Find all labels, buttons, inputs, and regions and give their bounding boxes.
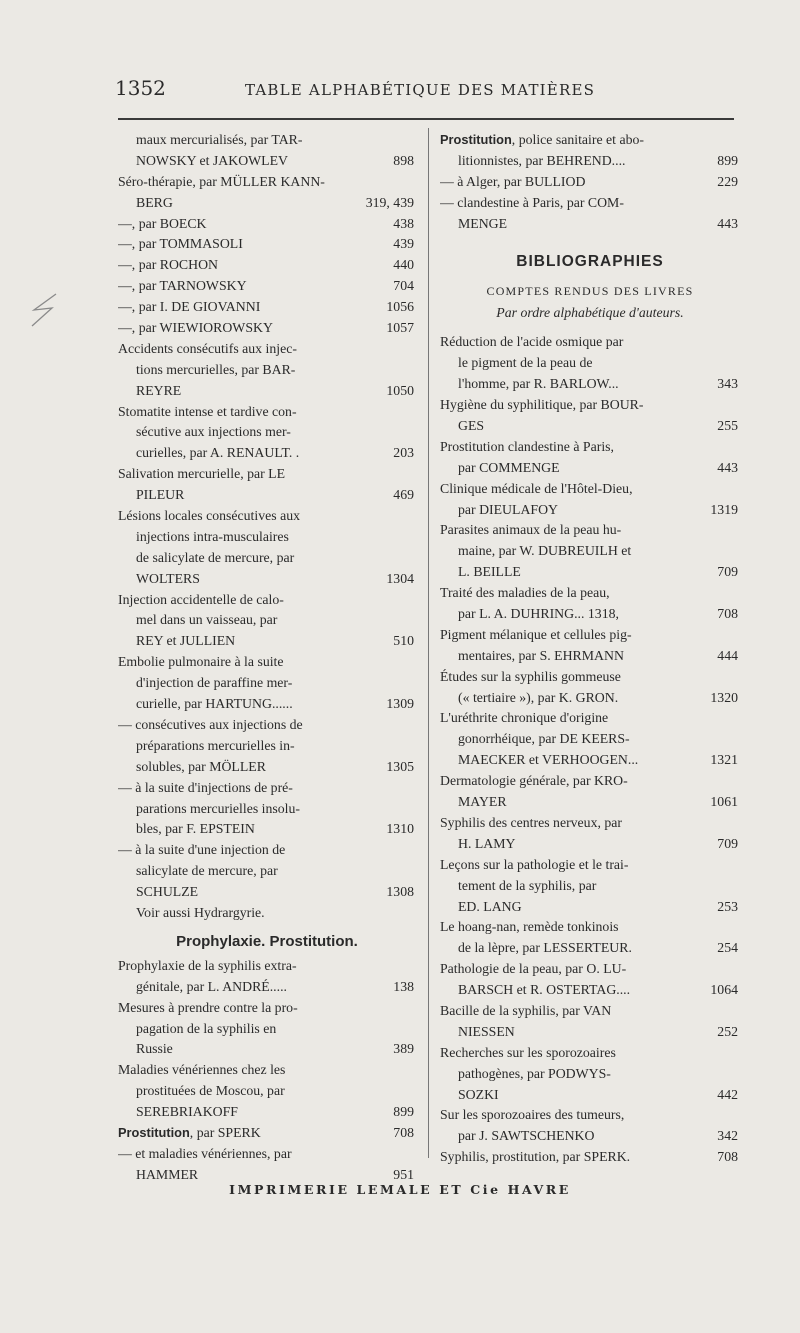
entry-text: Pigment mélanique et cellules pig-: [440, 626, 632, 642]
index-entry-line: [440, 646, 740, 667]
page-title: TABLE ALPHABÉTIQUE DES MATIÈRES: [245, 81, 596, 99]
page-reference: 1061: [708, 792, 738, 813]
header-rule: [118, 118, 734, 120]
column-divider: [428, 128, 429, 1158]
page-reference: 439: [391, 234, 414, 255]
index-entry-line: [440, 917, 740, 938]
index-entry-line: [118, 778, 416, 799]
entry-text: de salicylate de mercure, par: [136, 549, 295, 565]
index-entry-line: [440, 625, 740, 646]
index-entry-line: [118, 506, 416, 527]
page-reference: 899: [391, 1102, 414, 1123]
index-entry-line: [118, 673, 416, 694]
entry-text: —, par BOECK: [118, 215, 207, 231]
pencil-mark-icon: [26, 290, 62, 330]
entry-text: Recherches sur les sporozoaires: [440, 1044, 616, 1060]
entry-text: par L. A. DUHRING... 1318,: [458, 606, 619, 622]
entry-text: L. BEILLE: [458, 564, 521, 580]
entry-text: pathogènes, par PODWYS-: [458, 1065, 611, 1081]
page-reference: 438: [391, 214, 414, 235]
index-entry-line: [440, 750, 740, 771]
index-entry-line: [440, 583, 740, 604]
entry-text: Lésions locales consécutives aux: [118, 508, 300, 524]
page-reference: 444: [715, 646, 738, 667]
index-entry-line: [440, 500, 740, 521]
index-entry-line: [118, 882, 416, 903]
entry-text: l'homme, par R. BARLOW...: [458, 376, 619, 392]
entry-text: HAMMER: [136, 1166, 199, 1182]
index-entry-line: [118, 297, 416, 318]
index-entry-line: [118, 840, 416, 861]
page-reference: 389: [391, 1039, 414, 1060]
index-entry-line: [118, 998, 416, 1019]
index-entry-line: [118, 339, 416, 360]
entry-text: préparations mercurielles in-: [136, 737, 295, 753]
entry-text: litionnistes, par BEHREND....: [458, 152, 626, 168]
right-column: [440, 130, 740, 1168]
entry-text: Mesures à prendre contre la pro-: [118, 999, 298, 1015]
page-number: 1352: [115, 76, 166, 100]
index-entry-line: [118, 1102, 416, 1123]
index-entry-line: [440, 1064, 740, 1085]
entry-text: Bacille de la syphilis, par VAN: [440, 1002, 612, 1018]
index-entry-line: [118, 402, 416, 423]
entry-text: (« tertiaire »), par K. GRON.: [458, 689, 619, 705]
entry-text: bles, par F. EPSTEIN: [136, 821, 255, 837]
index-entry-line: [118, 956, 416, 977]
index-entry-line: [118, 172, 416, 193]
running-head: [115, 76, 715, 104]
entry-text: Réduction de l'acide osmique par: [440, 334, 624, 350]
entry-text: Maladies vénériennes chez les: [118, 1062, 286, 1078]
page-reference: 1064: [708, 980, 738, 1001]
index-entry-line: [440, 1126, 740, 1147]
entry-text: Russie: [136, 1041, 173, 1057]
entry-text: NIESSEN: [458, 1023, 515, 1039]
index-entry-line: [118, 422, 416, 443]
entry-text: Embolie pulmonaire à la suite: [118, 654, 284, 670]
entry-text: génitale, par L. ANDRÉ.....: [136, 978, 287, 994]
index-entry-line: [440, 792, 740, 813]
index-entry-line: [118, 193, 416, 214]
index-entry-line: [118, 464, 416, 485]
index-entry-line: [440, 332, 740, 353]
index-entry-line: [118, 799, 416, 820]
entry-text: maux mercurialisés, par TAR-: [136, 132, 303, 147]
page-reference: 343: [715, 374, 738, 395]
index-entry-line: [118, 255, 416, 276]
index-entry-line: [118, 485, 416, 506]
entry-text: Injection accidentelle de calo-: [118, 591, 284, 607]
index-entry-line: [440, 938, 740, 959]
page-reference: 1308: [384, 882, 414, 903]
index-entry-line: [440, 437, 740, 458]
page-reference: 1309: [384, 694, 414, 715]
entry-text: SEREBRIAKOFF: [136, 1104, 238, 1120]
index-entry-line: [118, 1039, 416, 1060]
entry-text: Voir aussi Hydrargyrie.: [136, 904, 265, 920]
index-entry-line: [118, 757, 416, 778]
entry-text: Séro-thérapie, par MÜLLER KANN-: [118, 173, 325, 189]
printer-imprint: IMPRIMERIE LEMALE ET Cie HAVRE: [229, 1182, 571, 1197]
entry-text: le pigment de la peau de: [458, 355, 593, 371]
entry-text: — et maladies vénériennes, par: [118, 1145, 292, 1161]
page-reference: 1305: [384, 757, 414, 778]
page-reference: 510: [391, 631, 414, 652]
index-entry-line: [118, 1060, 416, 1081]
index-entry-line: [118, 527, 416, 548]
entry-text: ED. LANG: [458, 898, 522, 914]
index-entry-line: [118, 715, 416, 736]
entry-text: MAYER: [458, 794, 507, 810]
entry-text: SCHULZE: [136, 884, 199, 900]
entry-text: gonorrhéique, par DE KEERS-: [458, 731, 630, 747]
section-heading-bibliographies: BIBLIOGRAPHIES: [516, 253, 664, 271]
index-entry-line: [440, 897, 740, 918]
entry-text: mentaires, par S. EHRMANN: [458, 647, 624, 663]
entry-text: Études sur la syphilis gommeuse: [440, 668, 621, 684]
entry-text: NOWSKY et JAKOWLEV: [136, 152, 288, 168]
index-entry-line: [118, 610, 416, 631]
index-entry-line: [440, 980, 740, 1001]
index-entry-line: [440, 458, 740, 479]
entry-text: — consécutives aux injections de: [118, 716, 303, 732]
page-reference: 708: [715, 1147, 738, 1168]
index-entry-line: [440, 520, 740, 541]
entry-text: Stomatite intense et tardive con-: [118, 403, 297, 419]
page-reference: 469: [391, 485, 414, 506]
entry-text: Leçons sur la pathologie et le trai-: [440, 856, 629, 872]
index-entry-line: [118, 548, 416, 569]
left-column: [118, 130, 416, 1186]
entry-text: salicylate de mercure, par: [136, 863, 278, 879]
index-entry-line: [118, 1123, 416, 1144]
index-entry-line: [440, 959, 740, 980]
entry-text: REY et JULLIEN: [136, 633, 236, 649]
entry-text: d'injection de paraffine mer-: [136, 675, 293, 691]
entry-text: L'uréthrite chronique d'origine: [440, 710, 609, 726]
page-reference: 951: [391, 1165, 414, 1186]
entry-text: —, par ROCHON: [118, 257, 219, 273]
entry-text: solubles, par MÖLLER: [136, 758, 266, 774]
entry-text: maine, par W. DUBREUILH et: [458, 543, 632, 559]
index-entry-line: [440, 1043, 740, 1064]
index-entry-line: [440, 834, 740, 855]
entry-text: injections intra-musculaires: [136, 528, 289, 544]
page-reference: 342: [715, 1126, 738, 1147]
index-entry-line: [118, 736, 416, 757]
left-entries: [118, 130, 416, 924]
entry-text: BERG: [136, 194, 173, 210]
index-entry-line: [440, 416, 740, 437]
entry-text: — clandestine à Paris, par COM-: [440, 194, 624, 210]
entry-text: Salivation mercurielle, par LE: [118, 466, 286, 482]
index-entry-line: [440, 1022, 740, 1043]
entry-text: H. LAMY: [458, 835, 516, 851]
index-entry-line: [118, 1081, 416, 1102]
index-entry-line: [118, 381, 416, 402]
index-entry-line: [440, 667, 740, 688]
index-entry-line: [118, 903, 416, 924]
index-entry-line: [440, 1001, 740, 1022]
page-reference: 253: [715, 897, 738, 918]
page-reference: 1057: [384, 318, 414, 339]
index-entry-line: [440, 855, 740, 876]
entry-text: Dermatologie générale, par KRO-: [440, 773, 628, 789]
index-entry-line: [440, 729, 740, 750]
bibliography-entries: [440, 332, 740, 1168]
page-reference: 255: [715, 416, 738, 437]
index-entry-line: [118, 276, 416, 297]
index-entry-line: [118, 694, 416, 715]
entry-text: mel dans un vaisseau, par: [136, 612, 278, 628]
entry-text: prostituées de Moscou, par: [136, 1083, 285, 1099]
page-reference: 709: [715, 562, 738, 583]
index-entry-line: [440, 172, 740, 193]
entry-text: — à la suite d'injections de pré-: [118, 779, 293, 795]
index-entry-line: [440, 130, 740, 151]
entry-text: BARSCH et R. OSTERTAG....: [458, 982, 631, 998]
index-entry-line: [440, 193, 740, 214]
entry-text: Syphilis, prostitution, par SPERK.: [440, 1149, 631, 1165]
page-reference: 1320: [708, 688, 738, 709]
entry-text: Pathologie de la peau, par O. LU-: [440, 961, 627, 977]
index-entry-line: [440, 541, 740, 562]
entry-text: —, par TOMMASOLI: [118, 236, 243, 252]
entry-text: —, par I. DE GIOVANNI: [118, 299, 261, 315]
entry-text: — à Alger, par BULLIOD: [440, 173, 586, 189]
entry-text: —, par WIEWIOROWSKY: [118, 320, 273, 336]
index-entry-line: [440, 771, 740, 792]
page-reference: 704: [391, 276, 414, 297]
entry-text: par COMMENGE: [458, 459, 560, 475]
index-entry-line: [118, 1144, 416, 1165]
entry-text: Hygiène du syphilitique, par BOUR-: [440, 397, 644, 413]
index-entry-line: [440, 1085, 740, 1106]
page-reference: 203: [391, 443, 414, 464]
entry-text: curielles, par A. RENAULT. .: [136, 445, 300, 461]
page-reference: 898: [391, 151, 414, 172]
index-entry-line: [118, 977, 416, 998]
index-entry-line: [440, 708, 740, 729]
entry-text: Prophylaxie de la syphilis extra-: [118, 957, 297, 973]
entry-text: REYRE: [136, 382, 182, 398]
index-entry-line: [440, 604, 740, 625]
index-entry-line: [440, 562, 740, 583]
entry-text: Prostitution clandestine à Paris,: [440, 438, 614, 454]
index-entry-line: [118, 1019, 416, 1040]
page-reference: 709: [715, 834, 738, 855]
index-entry-line: [118, 861, 416, 882]
entry-text: Le hoang-nan, remède tonkinois: [440, 919, 619, 935]
page-reference: 1310: [384, 819, 414, 840]
page-reference: 1056: [384, 297, 414, 318]
index-entry-line: [440, 479, 740, 500]
index-entry-line: [118, 631, 416, 652]
page-reference: 442: [715, 1085, 738, 1106]
entry-text: par J. SAWTSCHENKO: [458, 1128, 595, 1144]
entry-text: SOZKI: [458, 1086, 499, 1102]
page-reference: 899: [715, 151, 738, 172]
index-entry-line: [440, 1147, 740, 1168]
entry-text: Traité des maladies de la peau,: [440, 585, 610, 601]
index-entry-line: [118, 360, 416, 381]
entry-text: tement de la syphilis, par: [458, 877, 597, 893]
entry-text: WOLTERS: [136, 570, 200, 586]
index-entry-line: [118, 590, 416, 611]
page-reference: 229: [715, 172, 738, 193]
index-entry-line: [118, 652, 416, 673]
page-reference: 443: [715, 458, 738, 479]
entry-text: Syphilis des centres nerveux, par: [440, 814, 622, 830]
section-heading-prophylaxie: Prophylaxie. Prostitution.: [176, 932, 358, 950]
index-entry-line: [118, 819, 416, 840]
index-entry-line: [118, 130, 416, 151]
bibliography-order-note: Par ordre alphabétique d'auteurs.: [496, 305, 684, 321]
page-reference: 254: [715, 938, 738, 959]
page-reference: 708: [715, 604, 738, 625]
index-entry-line: [118, 569, 416, 590]
entry-text: Accidents consécutifs aux injec-: [118, 340, 297, 356]
index-entry-line: [118, 151, 416, 172]
page-reference: 138: [391, 977, 414, 998]
entry-text: Parasites animaux de la peau hu-: [440, 522, 622, 538]
index-entry-line: [440, 214, 740, 235]
index-entry-line: [440, 374, 740, 395]
index-entry-line: [440, 876, 740, 897]
entry-text: tions mercurielles, par BAR-: [136, 361, 296, 377]
entry-text: parations mercurielles insolu-: [136, 800, 300, 816]
entry-text: MAECKER et VERHOOGEN...: [458, 752, 639, 768]
entry-text: Clinique médicale de l'Hôtel-Dieu,: [440, 480, 633, 496]
right-entries: [440, 130, 740, 234]
entry-text: GES: [458, 418, 485, 434]
page-reference: 1319: [708, 500, 738, 521]
page-reference: 1321: [708, 750, 738, 771]
entry-text: sécutive aux injections mer-: [136, 424, 291, 440]
index-entry-line: [118, 318, 416, 339]
index-entry-line: [440, 813, 740, 834]
index-entry-line: [118, 234, 416, 255]
index-entry-line: [440, 688, 740, 709]
entry-text: curielle, par HARTUNG......: [136, 696, 293, 712]
entry-text: Prostitution, par SPERK: [118, 1124, 261, 1140]
index-entry-line: [118, 443, 416, 464]
entry-text: MENGE: [458, 215, 508, 231]
page-reference: 319, 439: [364, 193, 414, 214]
page-reference: 443: [715, 214, 738, 235]
bibliography-subheading: COMPTES RENDUS DES LIVRES: [486, 284, 694, 299]
index-entry-line: [440, 353, 740, 374]
page-reference: 252: [715, 1022, 738, 1043]
index-entry-line: [440, 151, 740, 172]
page-reference: 1050: [384, 381, 414, 402]
index-entry-line: [118, 214, 416, 235]
entry-text: —, par TARNOWSKY: [118, 278, 247, 294]
prophylaxie-entries: [118, 956, 416, 1186]
page-reference: 1304: [384, 569, 414, 590]
entry-text: pagation de la syphilis en: [136, 1020, 277, 1036]
page-reference: 708: [391, 1123, 414, 1144]
entry-text: de la lèpre, par LESSERTEUR.: [458, 940, 632, 956]
entry-text: PILEUR: [136, 487, 185, 503]
page-reference: 440: [391, 255, 414, 276]
index-entry-line: [440, 1105, 740, 1126]
entry-text: — à la suite d'une injection de: [118, 842, 286, 858]
index-entry-line: [440, 395, 740, 416]
entry-text: Sur les sporozoaires des tumeurs,: [440, 1107, 625, 1123]
entry-text: par DIEULAFOY: [458, 501, 559, 517]
entry-text: Prostitution, police sanitaire et abo-: [440, 132, 644, 147]
